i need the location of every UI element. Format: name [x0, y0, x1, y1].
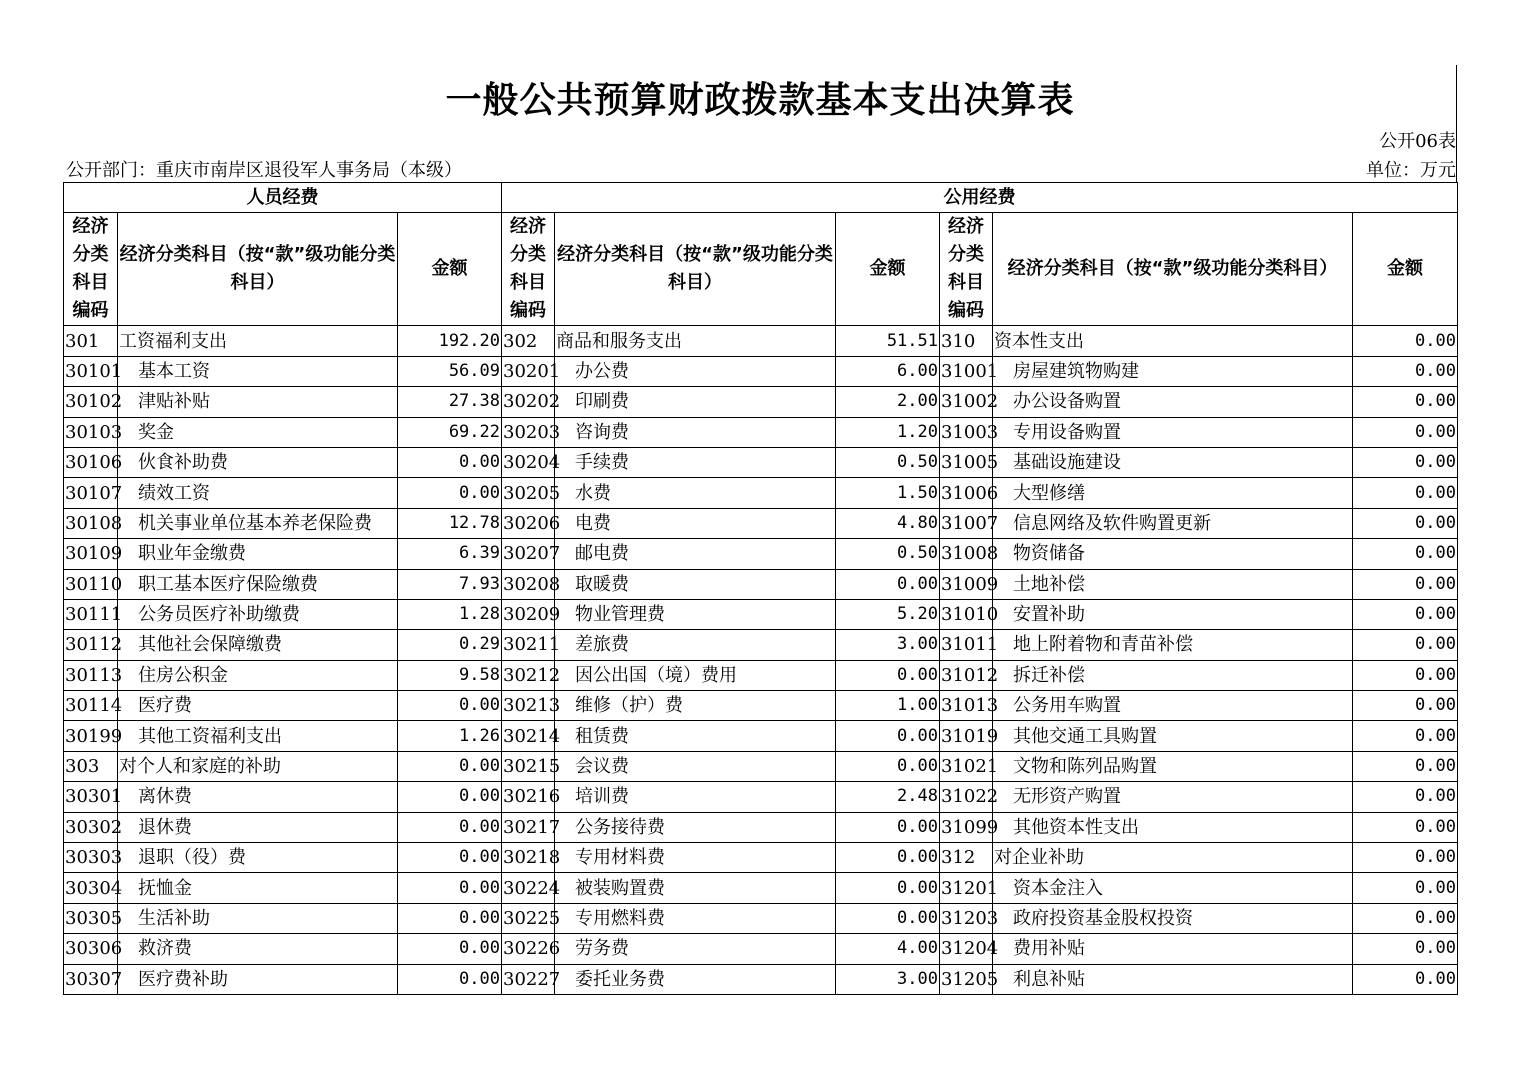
category-name-cell: 差旅费 [555, 630, 836, 660]
table-row [64, 812, 1458, 842]
category-code-cell: 30205 [502, 478, 555, 508]
amount-cell: 1.20 [836, 417, 940, 447]
amount-cell: 0.00 [398, 691, 502, 721]
category-code-cell: 30199 [64, 721, 118, 751]
amount-cell: 4.00 [836, 934, 940, 964]
amount-cell: 7.93 [398, 569, 502, 599]
category-code-cell: 30101 [64, 356, 118, 386]
table-row [64, 934, 1458, 964]
category-code-cell: 30102 [64, 387, 118, 417]
category-name-cell: 退职（役）费 [118, 843, 398, 873]
category-code-cell: 31013 [940, 691, 993, 721]
category-name-cell: 绩效工资 [118, 478, 398, 508]
department-label: 公开部门：重庆市南岸区退役军人事务局（本级） [66, 160, 462, 181]
category-name-cell: 其他工资福利支出 [118, 721, 398, 751]
amount-cell: 56.09 [398, 356, 502, 386]
amount-cell: 0.00 [1353, 964, 1458, 994]
amount-column-header: 金额 [836, 213, 940, 326]
category-code-cell: 30109 [64, 539, 118, 569]
amount-cell: 0.00 [836, 751, 940, 781]
category-name-cell: 退休费 [118, 812, 398, 842]
category-name-cell: 政府投资基金股权投资 [993, 903, 1353, 933]
category-name-cell: 对企业补助 [993, 843, 1353, 873]
category-name-cell: 土地补偿 [993, 569, 1353, 599]
table-row [64, 356, 1458, 386]
group-header-row [64, 183, 1458, 213]
category-code-cell: 30204 [502, 447, 555, 477]
category-code-cell: 30302 [64, 812, 118, 842]
category-code-cell: 30208 [502, 569, 555, 599]
category-name-cell: 利息补贴 [993, 964, 1353, 994]
table-row [64, 447, 1458, 477]
amount-cell: 0.50 [836, 447, 940, 477]
category-name-cell: 职工基本医疗保险缴费 [118, 569, 398, 599]
amount-cell: 0.00 [398, 934, 502, 964]
category-name-cell: 费用补贴 [993, 934, 1353, 964]
table-row [64, 599, 1458, 629]
amount-cell: 0.00 [836, 721, 940, 751]
category-code-cell: 30227 [502, 964, 555, 994]
amount-cell: 6.00 [836, 356, 940, 386]
category-code-cell: 30113 [64, 660, 118, 690]
page-title: 一般公共预算财政拨款基本支出决算表 [445, 80, 1075, 121]
code-column-header: 经济分类科目编码 [940, 213, 993, 326]
amount-cell: 9.58 [398, 660, 502, 690]
category-name-cell: 印刷费 [555, 387, 836, 417]
category-name-cell: 资本金注入 [993, 873, 1353, 903]
amount-cell: 69.22 [398, 417, 502, 447]
amount-cell: 2.48 [836, 782, 940, 812]
category-name-cell: 救济费 [118, 934, 398, 964]
category-name-cell: 住房公积金 [118, 660, 398, 690]
category-name-cell: 房屋建筑物购建 [993, 356, 1353, 386]
category-code-cell: 30203 [502, 417, 555, 447]
category-name-cell: 无形资产购置 [993, 782, 1353, 812]
code-column-header: 经济分类科目编码 [64, 213, 118, 326]
category-name-cell: 工资福利支出 [118, 326, 398, 356]
category-code-cell: 30304 [64, 873, 118, 903]
category-name-cell: 文物和陈列品购置 [993, 751, 1353, 781]
amount-cell: 0.00 [1353, 569, 1458, 599]
amount-cell: 0.00 [836, 660, 940, 690]
category-code-cell: 31021 [940, 751, 993, 781]
category-name-cell: 培训费 [555, 782, 836, 812]
category-code-cell: 31011 [940, 630, 993, 660]
category-name-cell: 伙食补助费 [118, 447, 398, 477]
amount-cell: 0.00 [1353, 326, 1458, 356]
category-name-cell: 安置补助 [993, 599, 1353, 629]
category-name-cell: 委托业务费 [555, 964, 836, 994]
name-column-header: 经济分类科目（按“款”级功能分类科目） [993, 213, 1353, 326]
category-name-cell: 信息网络及软件购置更新 [993, 508, 1353, 538]
amount-cell: 0.00 [836, 569, 940, 599]
table-row [64, 630, 1458, 660]
category-code-cell: 302 [502, 326, 555, 356]
table-row [64, 417, 1458, 447]
category-code-cell: 30206 [502, 508, 555, 538]
category-code-cell: 30114 [64, 691, 118, 721]
category-code-cell: 30218 [502, 843, 555, 873]
table-row [64, 873, 1458, 903]
amount-cell: 1.00 [836, 691, 940, 721]
category-code-cell: 31204 [940, 934, 993, 964]
category-code-cell: 30303 [64, 843, 118, 873]
amount-column-header: 金额 [1353, 213, 1458, 326]
amount-cell: 0.00 [1353, 478, 1458, 508]
category-name-cell: 手续费 [555, 447, 836, 477]
amount-cell: 0.00 [398, 873, 502, 903]
amount-cell: 1.26 [398, 721, 502, 751]
amount-cell: 51.51 [836, 326, 940, 356]
category-name-cell: 抚恤金 [118, 873, 398, 903]
category-code-cell: 31019 [940, 721, 993, 751]
category-name-cell: 取暖费 [555, 569, 836, 599]
category-code-cell: 312 [940, 843, 993, 873]
category-name-cell: 生活补助 [118, 903, 398, 933]
amount-cell: 0.00 [1353, 843, 1458, 873]
category-code-cell: 30213 [502, 691, 555, 721]
category-name-cell: 机关事业单位基本养老保险费 [118, 508, 398, 538]
table-row [64, 843, 1458, 873]
category-code-cell: 30202 [502, 387, 555, 417]
amount-cell: 4.80 [836, 508, 940, 538]
amount-cell: 2.00 [836, 387, 940, 417]
amount-cell: 0.00 [1353, 751, 1458, 781]
category-code-cell: 30217 [502, 812, 555, 842]
amount-cell: 0.00 [1353, 812, 1458, 842]
category-code-cell: 30307 [64, 964, 118, 994]
amount-cell: 0.00 [1353, 539, 1458, 569]
category-code-cell: 30216 [502, 782, 555, 812]
amount-cell: 0.00 [1353, 873, 1458, 903]
category-name-cell: 资本性支出 [993, 326, 1353, 356]
table-row [64, 721, 1458, 751]
amount-cell: 0.00 [1353, 691, 1458, 721]
category-name-cell: 水费 [555, 478, 836, 508]
category-code-cell: 30301 [64, 782, 118, 812]
amount-cell: 0.00 [398, 751, 502, 781]
category-name-cell: 医疗费补助 [118, 964, 398, 994]
category-name-cell: 其他社会保障缴费 [118, 630, 398, 660]
table-body [64, 326, 1458, 995]
amount-cell: 192.20 [398, 326, 502, 356]
category-code-cell: 30110 [64, 569, 118, 599]
category-code-cell: 30201 [502, 356, 555, 386]
category-code-cell: 30226 [502, 934, 555, 964]
category-name-cell: 基础设施建设 [993, 447, 1353, 477]
amount-cell: 3.00 [836, 964, 940, 994]
table-row [64, 539, 1458, 569]
amount-cell: 0.00 [398, 843, 502, 873]
category-name-cell: 其他资本性支出 [993, 812, 1353, 842]
expenditure-table [63, 182, 1458, 995]
category-code-cell: 31007 [940, 508, 993, 538]
category-name-cell: 租赁费 [555, 721, 836, 751]
amount-cell: 27.38 [398, 387, 502, 417]
code-column-header: 经济分类科目编码 [502, 213, 555, 326]
table-row [64, 478, 1458, 508]
amount-cell: 0.00 [1353, 356, 1458, 386]
category-code-cell: 303 [64, 751, 118, 781]
category-name-cell: 商品和服务支出 [555, 326, 836, 356]
category-code-cell: 31012 [940, 660, 993, 690]
amount-cell: 0.00 [1353, 630, 1458, 660]
amount-cell: 0.00 [1353, 903, 1458, 933]
amount-cell: 0.00 [836, 903, 940, 933]
category-name-cell: 物资储备 [993, 539, 1353, 569]
category-name-cell: 拆迁补偿 [993, 660, 1353, 690]
amount-cell: 5.20 [836, 599, 940, 629]
category-name-cell: 公务员医疗补助缴费 [118, 599, 398, 629]
category-name-cell: 办公费 [555, 356, 836, 386]
table-row [64, 660, 1458, 690]
category-code-cell: 31006 [940, 478, 993, 508]
name-column-header: 经济分类科目（按“款”级功能分类科目） [555, 213, 836, 326]
amount-cell: 0.00 [398, 782, 502, 812]
amount-cell: 0.00 [836, 873, 940, 903]
category-name-cell: 其他交通工具购置 [993, 721, 1353, 751]
amount-cell: 12.78 [398, 508, 502, 538]
table-row [64, 782, 1458, 812]
category-code-cell: 30112 [64, 630, 118, 660]
amount-cell: 0.00 [1353, 934, 1458, 964]
category-code-cell: 30305 [64, 903, 118, 933]
category-code-cell: 30207 [502, 539, 555, 569]
category-name-cell: 电费 [555, 508, 836, 538]
category-name-cell: 对个人和家庭的补助 [118, 751, 398, 781]
category-code-cell: 30214 [502, 721, 555, 751]
category-code-cell: 30106 [64, 447, 118, 477]
category-name-cell: 劳务费 [555, 934, 836, 964]
category-name-cell: 公务用车购置 [993, 691, 1353, 721]
amount-cell: 1.50 [836, 478, 940, 508]
category-name-cell: 奖金 [118, 417, 398, 447]
category-code-cell: 30107 [64, 478, 118, 508]
amount-cell: 0.00 [1353, 660, 1458, 690]
amount-cell: 0.00 [1353, 417, 1458, 447]
amount-cell: 0.00 [836, 843, 940, 873]
amount-cell: 0.00 [1353, 782, 1458, 812]
category-code-cell: 30306 [64, 934, 118, 964]
amount-cell: 0.29 [398, 630, 502, 660]
category-code-cell: 31009 [940, 569, 993, 599]
category-code-cell: 31201 [940, 873, 993, 903]
category-code-cell: 310 [940, 326, 993, 356]
category-code-cell: 31005 [940, 447, 993, 477]
category-name-cell: 基本工资 [118, 356, 398, 386]
amount-cell: 0.00 [398, 964, 502, 994]
category-name-cell: 维修（护）费 [555, 691, 836, 721]
table-row [64, 964, 1458, 994]
category-code-cell: 30209 [502, 599, 555, 629]
category-name-cell: 因公出国（境）费用 [555, 660, 836, 690]
table-row [64, 569, 1458, 599]
category-name-cell: 咨询费 [555, 417, 836, 447]
table-row [64, 751, 1458, 781]
category-name-cell: 津贴补贴 [118, 387, 398, 417]
column-header-row [64, 213, 1458, 326]
amount-cell: 1.28 [398, 599, 502, 629]
amount-cell: 0.00 [1353, 599, 1458, 629]
amount-cell: 0.50 [836, 539, 940, 569]
category-code-cell: 31008 [940, 539, 993, 569]
category-name-cell: 地上附着物和青苗补偿 [993, 630, 1353, 660]
category-code-cell: 31003 [940, 417, 993, 447]
category-name-cell: 会议费 [555, 751, 836, 781]
category-name-cell: 离休费 [118, 782, 398, 812]
name-column-header: 经济分类科目（按“款”级功能分类科目） [118, 213, 398, 326]
category-name-cell: 专用材料费 [555, 843, 836, 873]
amount-cell: 3.00 [836, 630, 940, 660]
category-name-cell: 物业管理费 [555, 599, 836, 629]
amount-cell: 0.00 [1353, 447, 1458, 477]
category-name-cell: 大型修缮 [993, 478, 1353, 508]
table-row [64, 903, 1458, 933]
category-code-cell: 30215 [502, 751, 555, 781]
amount-cell: 0.00 [1353, 721, 1458, 751]
amount-cell: 0.00 [836, 812, 940, 842]
personnel-group-header: 人员经费 [64, 183, 502, 213]
category-code-cell: 31205 [940, 964, 993, 994]
category-code-cell: 31002 [940, 387, 993, 417]
amount-cell: 6.39 [398, 539, 502, 569]
category-code-cell: 30225 [502, 903, 555, 933]
category-code-cell: 31099 [940, 812, 993, 842]
public-group-header: 公用经费 [502, 183, 1458, 213]
category-code-cell: 30111 [64, 599, 118, 629]
category-name-cell: 公务接待费 [555, 812, 836, 842]
category-code-cell: 31001 [940, 356, 993, 386]
category-code-cell: 31010 [940, 599, 993, 629]
category-name-cell: 医疗费 [118, 691, 398, 721]
amount-cell: 0.00 [398, 903, 502, 933]
amount-cell: 0.00 [398, 447, 502, 477]
category-code-cell: 301 [64, 326, 118, 356]
category-code-cell: 31022 [940, 782, 993, 812]
amount-column-header: 金额 [398, 213, 502, 326]
category-code-cell: 31203 [940, 903, 993, 933]
category-name-cell: 职业年金缴费 [118, 539, 398, 569]
amount-cell: 0.00 [398, 478, 502, 508]
amount-cell: 0.00 [1353, 387, 1458, 417]
table-row [64, 508, 1458, 538]
table-row [64, 326, 1458, 356]
category-name-cell: 被装购置费 [555, 873, 836, 903]
table-row [64, 691, 1458, 721]
amount-cell: 0.00 [1353, 508, 1458, 538]
table-code: 公开06表 [1379, 131, 1456, 152]
category-name-cell: 专用燃料费 [555, 903, 836, 933]
category-code-cell: 30108 [64, 508, 118, 538]
category-code-cell: 30103 [64, 417, 118, 447]
table-row [64, 387, 1458, 417]
category-name-cell: 邮电费 [555, 539, 836, 569]
category-code-cell: 30212 [502, 660, 555, 690]
category-name-cell: 办公设备购置 [993, 387, 1353, 417]
category-code-cell: 30224 [502, 873, 555, 903]
amount-cell: 0.00 [398, 812, 502, 842]
unit-label: 单位：万元 [1366, 160, 1456, 181]
category-code-cell: 30211 [502, 630, 555, 660]
category-name-cell: 专用设备购置 [993, 417, 1353, 447]
